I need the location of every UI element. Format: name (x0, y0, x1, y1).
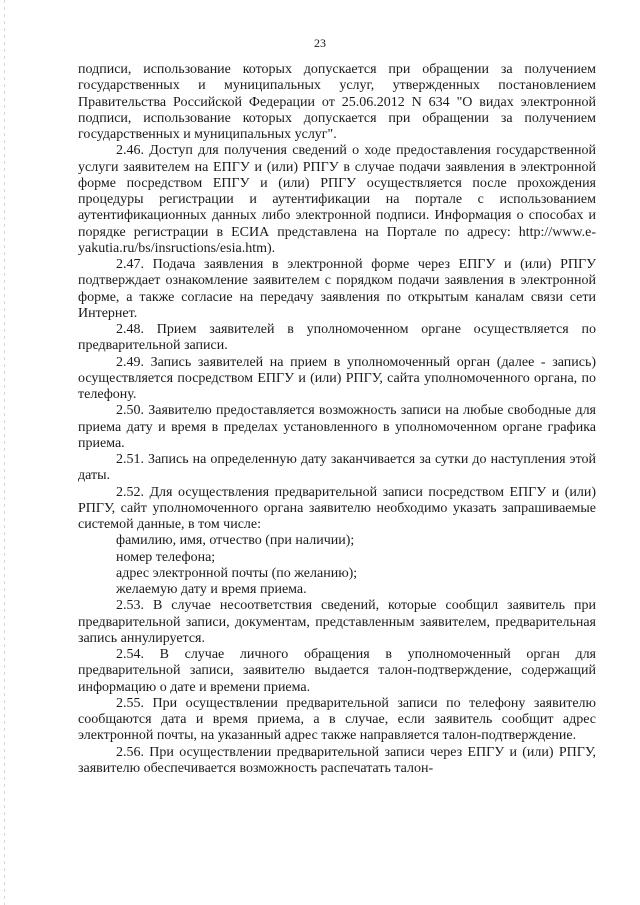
paragraph-p46: 2.46. Доступ для получения сведений о ходе предоставления государственной услуги заявителем на ЕПГУ и (или) РПГУ в случае подачи заявления в электронной форме посредством ЕПГУ и (или) РПГУ осуществляется после прохождения процедуры регистрации и аутентификации на портале с использованием аутентификационных данных либо электронной подписи. Информация о способах и порядке регистрации в ЕСИА представлена на Портале по адресу: http://www.e-yakutia.ru/bs/insructions/esia.htm). (78, 143, 596, 256)
list-item: адрес электронной почты (по желанию); (116, 565, 358, 581)
paragraph-p49: 2.49. Запись заявителей на прием в уполномоченный орган (далее - запись) осуществляется посредством ЕПГУ и (или) РПГУ, сайта уполномоченного органа, по телефону. (78, 354, 596, 402)
paragraph-p56: 2.56. При осуществлении предварительной записи через ЕПГУ и (или) РПГУ, заявителю обеспечивается возможность распечатать талон- (78, 744, 596, 776)
list-item: номер телефона; (116, 549, 216, 565)
scan-edge (4, 0, 5, 905)
list-item: фамилию, имя, отчество (при наличии); (116, 533, 355, 549)
paragraph-p47: 2.47. Подача заявления в электронной форме через ЕПГУ и (или) РПГУ подтверждает ознакомление заявителем с порядком подачи заявления в электронной форме, а также согласие на передачу заявления по открытым каналам связи сети Интернет. (78, 257, 596, 321)
paragraph-p52: 2.52. Для осуществления предварительной записи посредством ЕПГУ и (или) РПГУ, сайт уполномоченного органа заявителю необходимо указать запрашиваемые системой данные, в том числе: (78, 484, 596, 532)
list-item: желаемую дату и время приема. (116, 582, 307, 597)
paragraph-p50: 2.50. Заявителю предоставляется возможность записи на любые свободные для приема дату и время в пределах установленного в уполномоченном органе графика приема. (78, 403, 596, 451)
paragraph-p48: 2.48. Прием заявителей в уполномоченном органе осуществляется по предварительной записи. (78, 322, 596, 354)
paragraph-p0: подписи, использование которых допускается при обращении за получением государственных и муниципальных услуг, утвержденных постановлением Правительства Российской Федерации от 25.06.2012 N 634 "О видах электронной подписи, использование которых допускается при обращении за получением государственных и муниципальных услуг". (78, 62, 596, 142)
paragraph-p53: 2.53. В случае несоответствия сведений, которые сообщил заявитель при предварительной записи, документам, представленным заявителем, предварительная запись аннулируется. (78, 598, 596, 646)
paragraph-p54: 2.54. В случае личного обращения в уполномоченный орган для предварительной записи, заявителю выдается талон-подтверждение, содержащий информацию о дате и времени приема. (78, 647, 596, 695)
paragraph-p55: 2.55. При осуществлении предварительной записи по телефону заявителю сообщаются дата и время приема, а в случае, если заявитель сообщит адрес электронной почты, на указанный адрес также направляется талон-подтверждение. (78, 695, 596, 744)
page-number: 23 (314, 36, 326, 50)
paragraph-p51: 2.51. Запись на определенную дату заканчивается за сутки до наступления этой даты. (78, 452, 596, 484)
document-body (78, 62, 596, 777)
